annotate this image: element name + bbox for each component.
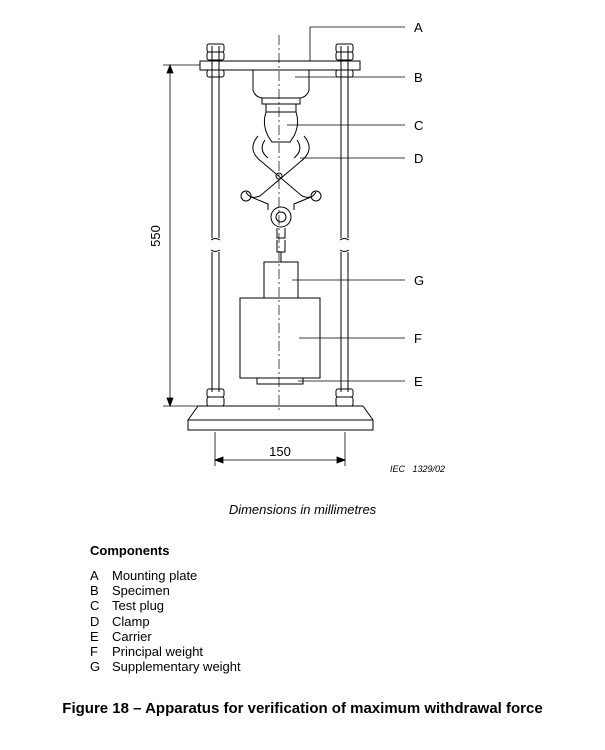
test-plug xyxy=(264,104,297,142)
component-item: C Test plug xyxy=(90,598,165,614)
figure-title: Figure 18 – Apparatus for verification of maximum withdrawal force xyxy=(62,700,543,717)
carrier-plate xyxy=(257,378,303,384)
callout-e: E xyxy=(414,374,423,389)
callout-c: C xyxy=(414,118,424,133)
height-dimension xyxy=(163,65,200,406)
carrier-ring xyxy=(271,207,291,262)
mounting-plate xyxy=(200,61,360,70)
callout-a: A xyxy=(414,20,423,35)
leader-lines xyxy=(287,27,405,381)
base-plate xyxy=(188,406,373,430)
iec-reference: IEC 1329/02 xyxy=(390,464,446,474)
left-rod xyxy=(207,44,224,406)
component-item: G Supplementary weight xyxy=(90,659,241,675)
callout-f: F xyxy=(414,331,422,346)
callout-g: G xyxy=(414,273,425,288)
dimensions-caption: Dimensions in millimetres xyxy=(228,502,377,517)
callout-b: B xyxy=(414,70,423,85)
clamp xyxy=(241,136,321,210)
callout-d: D xyxy=(414,151,424,166)
component-item: A Mounting plate xyxy=(90,568,198,583)
right-rod xyxy=(336,44,353,406)
component-item: E Carrier xyxy=(90,628,152,644)
components-list xyxy=(90,568,241,674)
height-dimension-label: 550 xyxy=(148,225,163,247)
component-item: F Principal weight xyxy=(90,644,204,660)
components-title: Components xyxy=(90,543,170,558)
specimen xyxy=(253,70,309,98)
width-dimension-label: 150 xyxy=(269,444,291,459)
component-item: D Clamp xyxy=(90,613,150,629)
component-item: B Specimen xyxy=(90,583,170,599)
